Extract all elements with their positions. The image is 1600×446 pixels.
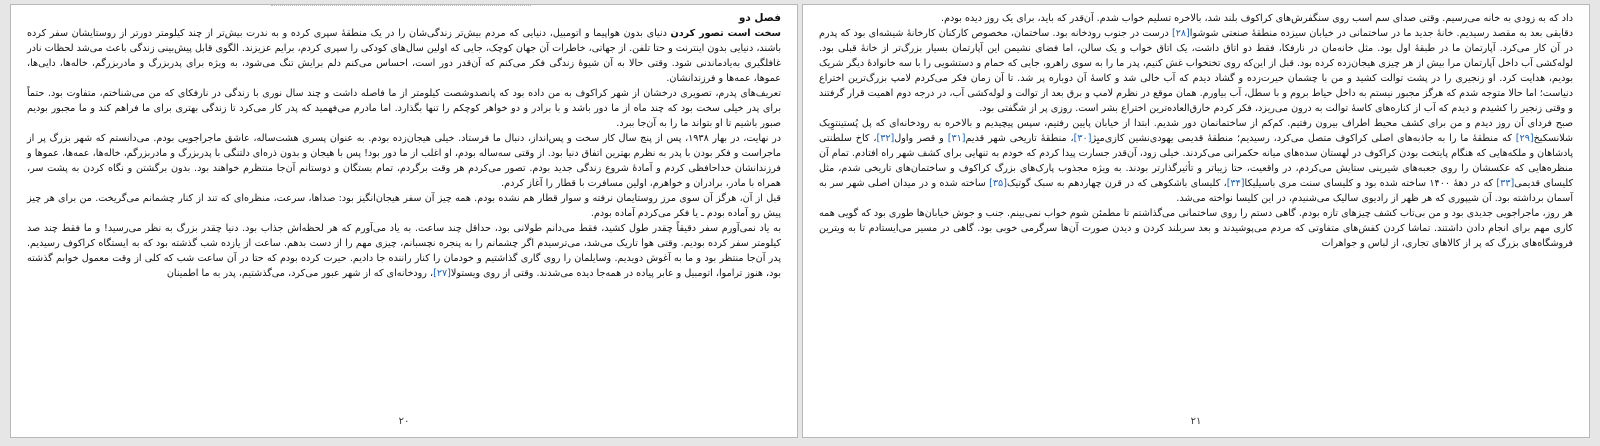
footnote-link[interactable]: [۲۷] xyxy=(433,268,451,279)
footnote-link[interactable]: [۳۳] xyxy=(1496,178,1515,189)
paragraph-text: ، رودخانه‌ای که از شهر عبور می‌کرد، می‌گذشتیم، پدر به ما اطمینان xyxy=(166,268,434,279)
footnote-link[interactable]: [۲۸] xyxy=(1171,28,1190,39)
paragraph-text: ، کاخ سلطنتی پادشاهان و ملکه‌هایی که هنگام پایتخت بودن کراکوف در لهستان سده‌های میانه حکمرانی می‌کردند. خیلی زود، آن‌قدر جسارت پیدا کردم که خودم به تنهایی برای کشف شهر راه افتادم. تمام آن منظره‌هایی که عکسشان را روی جعبه‌های شیرینی ستایش می‌کردم، در واقعیت، حتا زیباتر و تأثیرگذارتر بودند. به ویژه مجذوب پارک‌های بزرگ کراکوف و ساختمان‌های تاریخی شدم، مثل کلیسای قدیمی xyxy=(819,133,1574,189)
paragraph-text: دنیای بدون هواپیما و اتومبیل، دنیایی که مردم بیش‌تر زندگی‌شان را در یک منطقهٔ سپری کرده و به ندرت بیش‌تر از چند کیلومتر دورتر از روستایشان سفر کرده باشند، دنیایی بدون اینترنت و حتا تلفن. از جهاتی، خاطرات آن جهان کوچک، جایی که اولین سال‌های کودکی را سپری کردم، برایم عزیزند. الگوی قابل پیش‌بینی زندگی باعث می‌شد لحظات نادر غافلگیری به‌یادماندنی شود. وقتی حالا به آن شیوهٔ زندگی فکر می‌کنم که آن‌قدر دور است، احساس می‌کنم دلم برایش تنگ می‌شود، به ویژه برای پدربزرگ و مادربزرگم، خاله‌ها، دایی‌ها، عموها، عمه‌ها و فرزندانشان. xyxy=(27,28,781,84)
paragraph-text: که منطقهٔ ما را به جاذبه‌های اصلی کراکوف متصل می‌کرد، رسیدیم؛ منطقهٔ قدیمی یهودی‌نشین کازی‌میِژ xyxy=(1091,133,1516,144)
paragraph: در نهایت، در بهار ۱۹۳۸، پس از پنج سال کار سخت و پس‌انداز، دنبال ما فرستاد. خیلی هیجان‌زده بودم. به عنوان پسری هشت‌ساله، عاشق ماجراجویی بودم. می‌دانستم که شهر بزرگ پر از ماجراست و فکر بودن با پدر به نظرم بهترین اتفاق دنیا بود. از وقتی سه‌ساله بودم، او اغلب از ما دور بود! پس با هیجان و بدون ذره‌ای دلتنگی با پدربزرگ و مادربزرگم، خاله‌ها، عمه‌ها، عموها و فرزندانشان خداحافظی کردم و آمادهٔ شروع زندگی جدید بودم. تصور می‌کردم هر وقت برگردم، تمام بستگان و دوستانم آن‌جا منتظرم خواهند بود. بدون برگشتن و نگاه کردن به پشت سر، همراه با مادر، برادران و خواهرم، اولین مسافرت با قطار را آغاز کردم. xyxy=(27,133,781,189)
page-number: ۲۰ xyxy=(398,416,410,427)
paragraph-text: ساخته شده و در میدان اصلی شهر سر به آسمان برداشته بود. آن شیپوری که هر ظهر از رادیوی سالیک می‌شنیدم، در این کلیسا نواخته می‌شد. xyxy=(819,178,1573,204)
page-20-body xyxy=(11,5,797,281)
paragraph-text: ، منطقهٔ تاریخی شهر قدیم xyxy=(965,133,1074,144)
footnote-link[interactable]: [۳۰] xyxy=(1073,133,1092,144)
paragraph: هر روز، ماجراجویی جدیدی بود و من بی‌تاب کشف چیزهای تازه بودم. گاهی دستم را روی ساختمانی می‌گذاشتم تا مطمئن شوم خواب نمی‌بینم. جنب و جوش خیابان‌ها طوری بود که گویی همه کاری مهم برای انجام دادن داشتند. تماشا کردن کفش‌های متفاوتی که مردم می‌پوشیدند و بعد سربلند کردن و دیدن صورت آن‌ها سرگرمی خوبی بود. گاهی در مسیر می‌ایستادم تا به ویترین فروشگاه‌های بزرگ که پر از کالاهای تجاری، از لباس و جواهرات xyxy=(819,208,1573,249)
lead-in-phrase: سخت است تصور کردن xyxy=(670,28,781,39)
page-21-body xyxy=(803,5,1589,251)
paragraph xyxy=(27,221,781,281)
footnote-link[interactable]: [۳۵] xyxy=(989,178,1007,189)
footnote-link[interactable]: [۳۴] xyxy=(1226,178,1245,189)
footnote-link[interactable]: [۳۱] xyxy=(947,133,966,144)
footnote-link[interactable]: [۳۲] xyxy=(876,133,895,144)
footnote-link[interactable]: [۲۹] xyxy=(1515,133,1534,144)
page-number: ۲۱ xyxy=(1190,416,1202,427)
paragraph xyxy=(819,116,1573,206)
paragraph xyxy=(27,26,781,86)
paragraph-text: به یاد نمی‌آورم سفر دقیقاً چقدر طول کشید، فقط می‌دانم طولانی بود، حداقل چند ساعت. به یاد می‌آورم که هر لحظه‌اش جذاب بود. دنیا چقدر بزرگ به نظر می‌رسید! و ما فقط چند صد کیلومتر سفر کرده بودیم. وقتی هوا تاریک می‌شد، می‌ترسیدم اگر چشمانم را به پنجره نچسبانم، چیزی مهم را از دست بدهم. ساعت از یازده شب گذشته بود که به ایستگاه کراکوف رسیدیم. پدر آن‌جا منتظر بود و ما به آغوش دویدیم. وسایلمان را روی گاری گذاشتیم و خودمان را کنار راننده جا دادیم. حیرت کرده بودم که حتا در آن ساعت شب که کلی از وقت معمول خوابم گذشته بود، هنوز تراموا، اتومبیل و عابر پیاده در همه‌جا دیده می‌شدند. وقتی از روی ویستولا xyxy=(27,223,781,279)
paragraph-text: که در دههٔ ۱۴۰۰ ساخته شده بود و کلیسای سنت مری باسیلیکا xyxy=(1244,178,1497,189)
paragraph: تعریف‌های پدرم، تصویری درخشان از شهر کراکوف به من داده بود که پانصدوشصت کیلومتر از ما فاصله داشت و چند سال نوری با زندگی در نارفکای که من می‌شناختم، متفاوت بود. حتماً برای پدر خیلی سخت بود که چند ماه از ما دور باشد و با برادر و دو خواهر کوچکم را تنها بگذارد. اما مادرم می‌فهمید که پدر کار می‌کرد تا زندگی بهتری برای ما فراهم کند و ما مجبور بودیم صبور باشیم تا او بتواند ما را به آن‌جا ببرد. xyxy=(27,88,781,129)
paragraph-text: و قصر واول xyxy=(894,133,948,144)
paragraph: قبل از آن، هرگز آن سوی مرز روستایمان نرفته و سوار قطار هم نشده بودم. همه چیز آن سفر هیجان‌انگیز بود: صداها، سرعت، منظره‌ای که تند از کنار چشمانم می‌گریخت. من برای هر چیز پیش رو آماده بودم ـ یا فکر می‌کردم آماده بودم. xyxy=(27,193,781,219)
chapter-title: فصل دو xyxy=(738,12,781,24)
paragraph-text: درست در جنوب رودخانه بود. ساختمان، مخصوص کارکنان کارخانهٔ شیشه‌ای بود که پدرم در آن کار می‌کرد. آپارتمان ما در طبقهٔ اول بود. مثل خانه‌مان در نارفکا، فقط دو اتاق داشت، یک اتاق خواب و یک سالن، اما فضای نشیمن این آپارتمان بسیار بزرگ‌تر از خانهٔ قبلی بود. لوله‌کشی آب داخل آپارتمان مرا بیش از هر چیزی هیجان‌زده کرده بود. قبل از این‌که روی تختخواب غش کنیم، پدر ما را به سوی راهرو، جایی که حمام و دستشویی را با سه خانوادهٔ دیگر شریک بودیم، هدایت کرد. او زنجیری را در پشت توالت کشید و من با چشمان حیرت‌زده و گشاد دیدم که آب خالی شد و کاسهٔ آن دوباره پر شد. تا آن زمان فکر می‌کردم لامپ بزرگ‌ترین اختراع دنیاست؛ اما حالا متوجه شدم که هرگز مجبور نیستم به داخل حیاط بروم و با سطل، آب بیاورم. همان موقع در نظرم لامپ و برق بعد از توالت و لوله‌کشی آب، در درجه دوم اهمیت قرار گرفتند و وقتی زنجیر را کشیدم و دیدم که آب از کناره‌های کاسهٔ توالت به درون می‌ریزد، فکر کردم خارق‌العاده‌ترین اختراع بشر است. روزی پر از شگفتی بود. xyxy=(819,28,1573,114)
paragraph-text: دقایقی بعد به مقصد رسیدیم. خانهٔ جدید ما در ساختمانی در خیابان سیزده منطقهٔ صنعتی شوشوا xyxy=(1189,28,1573,39)
page-21 xyxy=(802,4,1590,438)
paragraph: داد که به زودی به خانه می‌رسیم. وقتی صدای سم اسب روی سنگفرش‌های کراکوف بلند شد، بالاخره تسلیم خواب شدم. آن‌قدر که باید، برای یک روز دیده بودم. xyxy=(941,13,1573,24)
top-margin-dots xyxy=(271,5,531,9)
page-20 xyxy=(10,4,798,438)
paragraph-text: صبح فردای آن روز دیدم و من برای کشف محیط اطراف بیرون رفتیم. کم‌کم از ساختمانمان دور شدیم. ابتدا از خیابان پایین رفتیم، سپس پیچیدیم و بالاخره به رودخانه‌ای که پل پُستینتوِیک شلانسکیخ xyxy=(819,118,1573,144)
paragraph-text: ، کلیسای باشکوهی که در قرن چهاردهم به سبک گوتیک xyxy=(1006,178,1227,189)
paragraph xyxy=(819,26,1573,116)
